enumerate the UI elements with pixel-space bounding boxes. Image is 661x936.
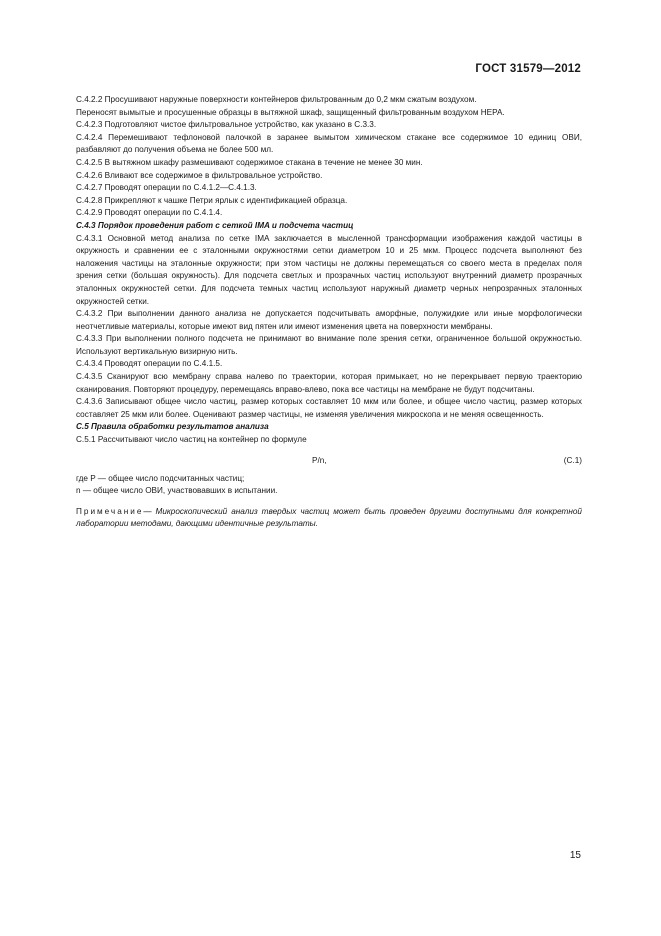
paragraph: С.4.2.2 Просушивают наружные поверхности контейнеров фильтрованным до 0,2 мкм сжатым воздухом. [76, 95, 477, 104]
formula-expression: P/n, [312, 455, 327, 465]
formula [76, 449, 582, 473]
paragraph: С.4.2.6 Вливают все содержимое в фильтровальное устройство. [76, 170, 323, 180]
where-clause: где P — общее число подсчитанных частиц; [76, 473, 245, 483]
paragraph: С.4.3.1 Основной метод анализа по сетке IMA заключается в мысленной трансформации изображения каждой частицы в окружность и сравнении ее с эталонными окружностями сетки диаметром 10 и 25 мкм. Процесс подсчета выполняют без наложения частицы на эталонные окружности; при этом частицы не должны перемещаться со своего места в пределах поля зрения сетки (большая окружность). Для подсчета светлых и прозрачных частиц используют внутренний диаметр прозрачных эталонных окружностей сетки. Для подсчета темных частиц используют наружный диаметр черных непрозрачных эталонных окружностей сетки. [76, 233, 582, 306]
note-text: — Микроскопический анализ твердых частиц может быть проведен другими доступными для конкретной лаборатории методами, дающими идентичные результаты. [76, 506, 582, 529]
paragraph: Переносят вымытые и просушенные образцы в вытяжной шкаф, защищенный фильтрованным воздухом HEPA. [76, 107, 505, 117]
document-code: ГОСТ 31579—2012 [475, 63, 581, 75]
paragraph: С.4.3.6 Записывают общее число частиц, размер которых составляет 10 мкм или более, и общее число частиц, размер которых составляет 25 мкм или более. Оценивают размер частицы, не изменяя увеличения микроскопа и не меняя освещенность. [76, 397, 582, 419]
paragraph: С.4.2.4 Перемешивают тефлоновой палочкой в заранее вымытом химическом стакане все содержимое 10 единиц ОВИ, разбавляют до получения объема не более 500 мл. [76, 132, 582, 155]
paragraph: С.4.3.4 Проводят операции по С.4.1.5. [76, 359, 223, 369]
section-heading: С.5 Правила обработки результатов анализа [76, 422, 269, 432]
paragraph: С.4.3.5 Сканируют всю мембрану справа налево по траектории, которая примыкает, но не перекрывает первую траекторию сканирования. Повторяют процедуру, перемещаясь вправо-влево, пока все частицы на мембране не будут подсчитаны. [76, 372, 582, 394]
note-label: Примечание [76, 506, 144, 516]
page-number: 15 [569, 850, 581, 861]
paragraph: С.4.2.9 Проводят операции по С.4.1.4. [76, 208, 223, 218]
formula-number: (С.1) [563, 455, 582, 465]
paragraph: С.4.3.3 При выполнении полного подсчета не принимают во внимание поле зрения сетки, ограниченное большой окружностью. Используют вертикальную визирную нить. [76, 334, 582, 356]
paragraph: С.4.2.8 Прикрепляют к чашке Петри ярлык с идентификацией образца. [76, 195, 348, 205]
note [76, 506, 582, 531]
where-clause: n — общее число ОВИ, участвовавших в испытании. [76, 486, 278, 496]
section-heading: С.4.3 Порядок проведения работ с сеткой IMA и подсчета частиц [76, 220, 354, 230]
paragraph: С.4.2.5 В вытяжном шкафу размешивают содержимое стакана в течение не менее 30 мин. [76, 157, 423, 167]
paragraph: С.4.2.7 Проводят операции по С.4.1.2—С.4.1.3. [76, 183, 257, 193]
paragraph: С.5.1 Рассчитывают число частиц на контейнер по формуле [76, 435, 307, 445]
document-body [76, 94, 582, 531]
paragraph: С.4.2.3 Подготовляют чистое фильтровальное устройство, как указано в С.3.3. [76, 120, 377, 130]
paragraph: С.4.3.2 При выполнении данного анализа не допускается подсчитывать аморфные, полужидкие или иные морфологически неотчетливые материалы, которые имеют вид пятен или имеют изменения цвета на поверхности мембраны. [76, 309, 582, 331]
